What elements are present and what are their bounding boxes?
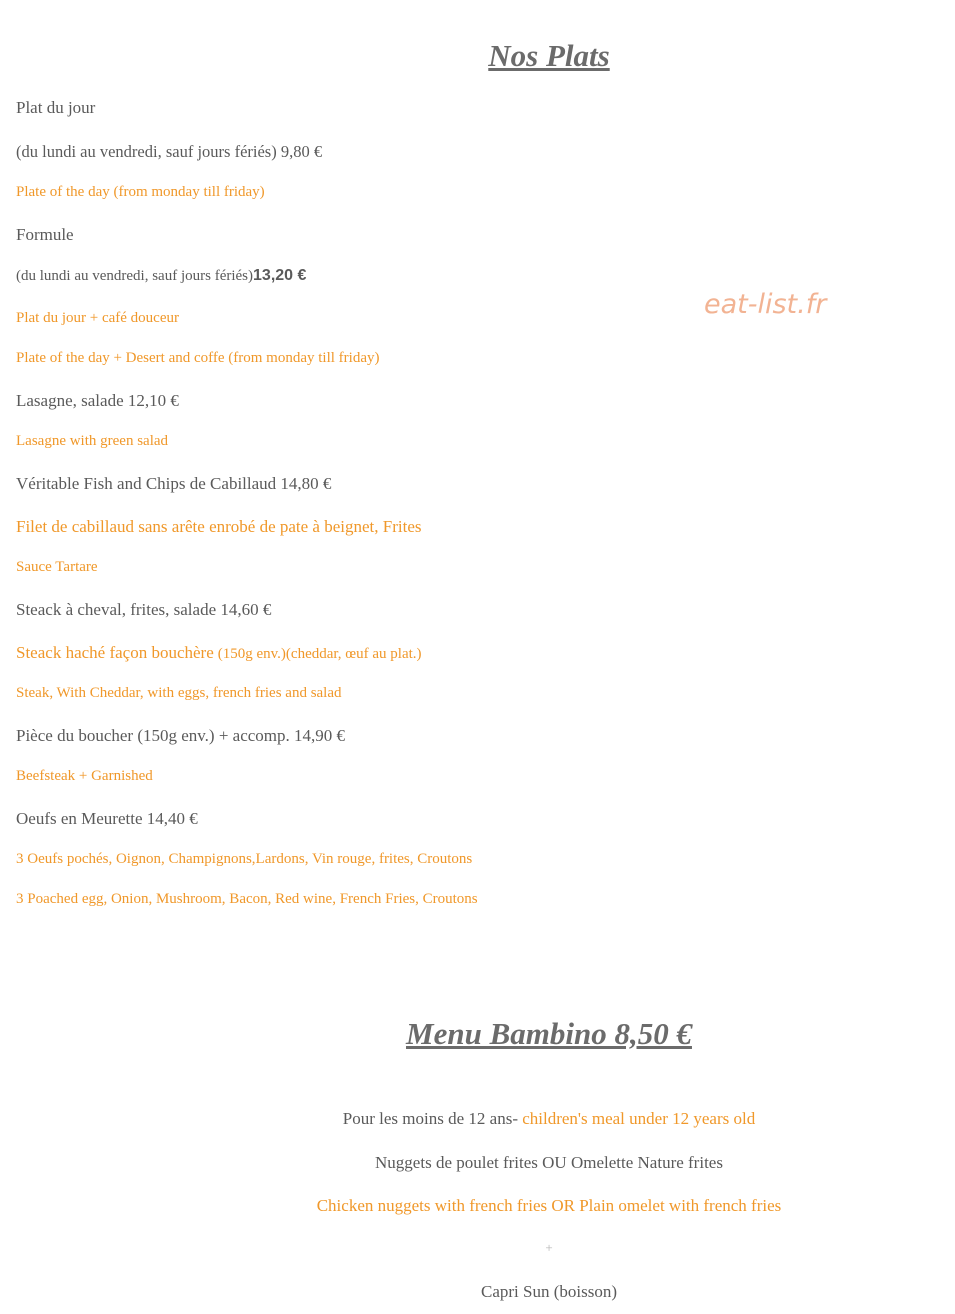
steack-hache-description (16, 643, 422, 663)
oeufs-en-meurette-item: Oeufs en Meurette 14,40 € (16, 809, 198, 828)
lasagne-item: Lasagne, salade 12,10 € (16, 391, 179, 410)
formule-description: Plat du jour + café douceur (16, 310, 179, 326)
oeufs-en-meurette-description: 3 Oeufs pochés, Oignon, Champignons,Lardons, Vin rouge, frites, Croutons (16, 851, 473, 867)
plat-du-jour-price: (du lundi au vendredi, sauf jours fériés) 9,80 € (16, 142, 323, 161)
formule-price-value: 13,20 € (253, 267, 307, 284)
eat-list-watermark: eat-list.fr (704, 289, 827, 320)
bambino-choice-fr: Nuggets de poulet frites OU Omelette Nature frites (375, 1153, 723, 1172)
fish-and-chips-item: Véritable Fish and Chips de Cabillaud 14,80 € (16, 474, 332, 493)
steack-hache-name: Steack haché façon bouchère (16, 643, 214, 662)
fish-and-chips-description: Filet de cabillaud sans arête enrobé de pate à beignet, Frites (16, 517, 422, 536)
plat-du-jour-english: Plate of the day (from monday till friday) (16, 184, 265, 200)
nos-plats-title: Nos Plats (488, 38, 610, 73)
bambino-plus-sign: + (545, 1240, 553, 1255)
steak-english: Steak, With Cheddar, with eggs, french fries and salad (16, 685, 342, 701)
piece-du-boucher-item: Pièce du boucher (150g env.) + accomp. 14,90 € (16, 726, 346, 745)
beefsteak-english: Beefsteak + Garnished (16, 768, 153, 784)
sauce-tartare: Sauce Tartare (16, 559, 98, 575)
plat-du-jour-heading: Plat du jour (16, 98, 96, 117)
steack-hache-details: (150g env.)(cheddar, œuf au plat.) (217, 646, 422, 662)
bambino-choice-en: Chicken nuggets with french fries OR Plain omelet with french fries (316, 1196, 782, 1215)
bambino-age-fr: Pour les moins de 12 ans- (342, 1109, 518, 1128)
oeufs-en-meurette-english: 3 Poached egg, Onion, Mushroom, Bacon, Red wine, French Fries, Croutons (16, 891, 478, 907)
steack-a-cheval-item: Steack à cheval, frites, salade 14,60 € (16, 600, 272, 619)
formule-heading: Formule (16, 225, 74, 244)
bambino-age-line (200, 1109, 898, 1129)
formule-english: Plate of the day + Desert and coffe (from monday till friday) (16, 350, 380, 366)
bambino-age-en: children's meal under 12 years old (517, 1109, 756, 1128)
formule-days: (du lundi au vendredi, sauf jours fériés) (16, 268, 254, 284)
bambino-drink: Capri Sun (boisson) (481, 1282, 617, 1301)
formule-price (16, 267, 306, 285)
menu-bambino-title: Menu Bambino 8,50 € (406, 1016, 692, 1051)
lasagne-english: Lasagne with green salad (16, 433, 169, 449)
